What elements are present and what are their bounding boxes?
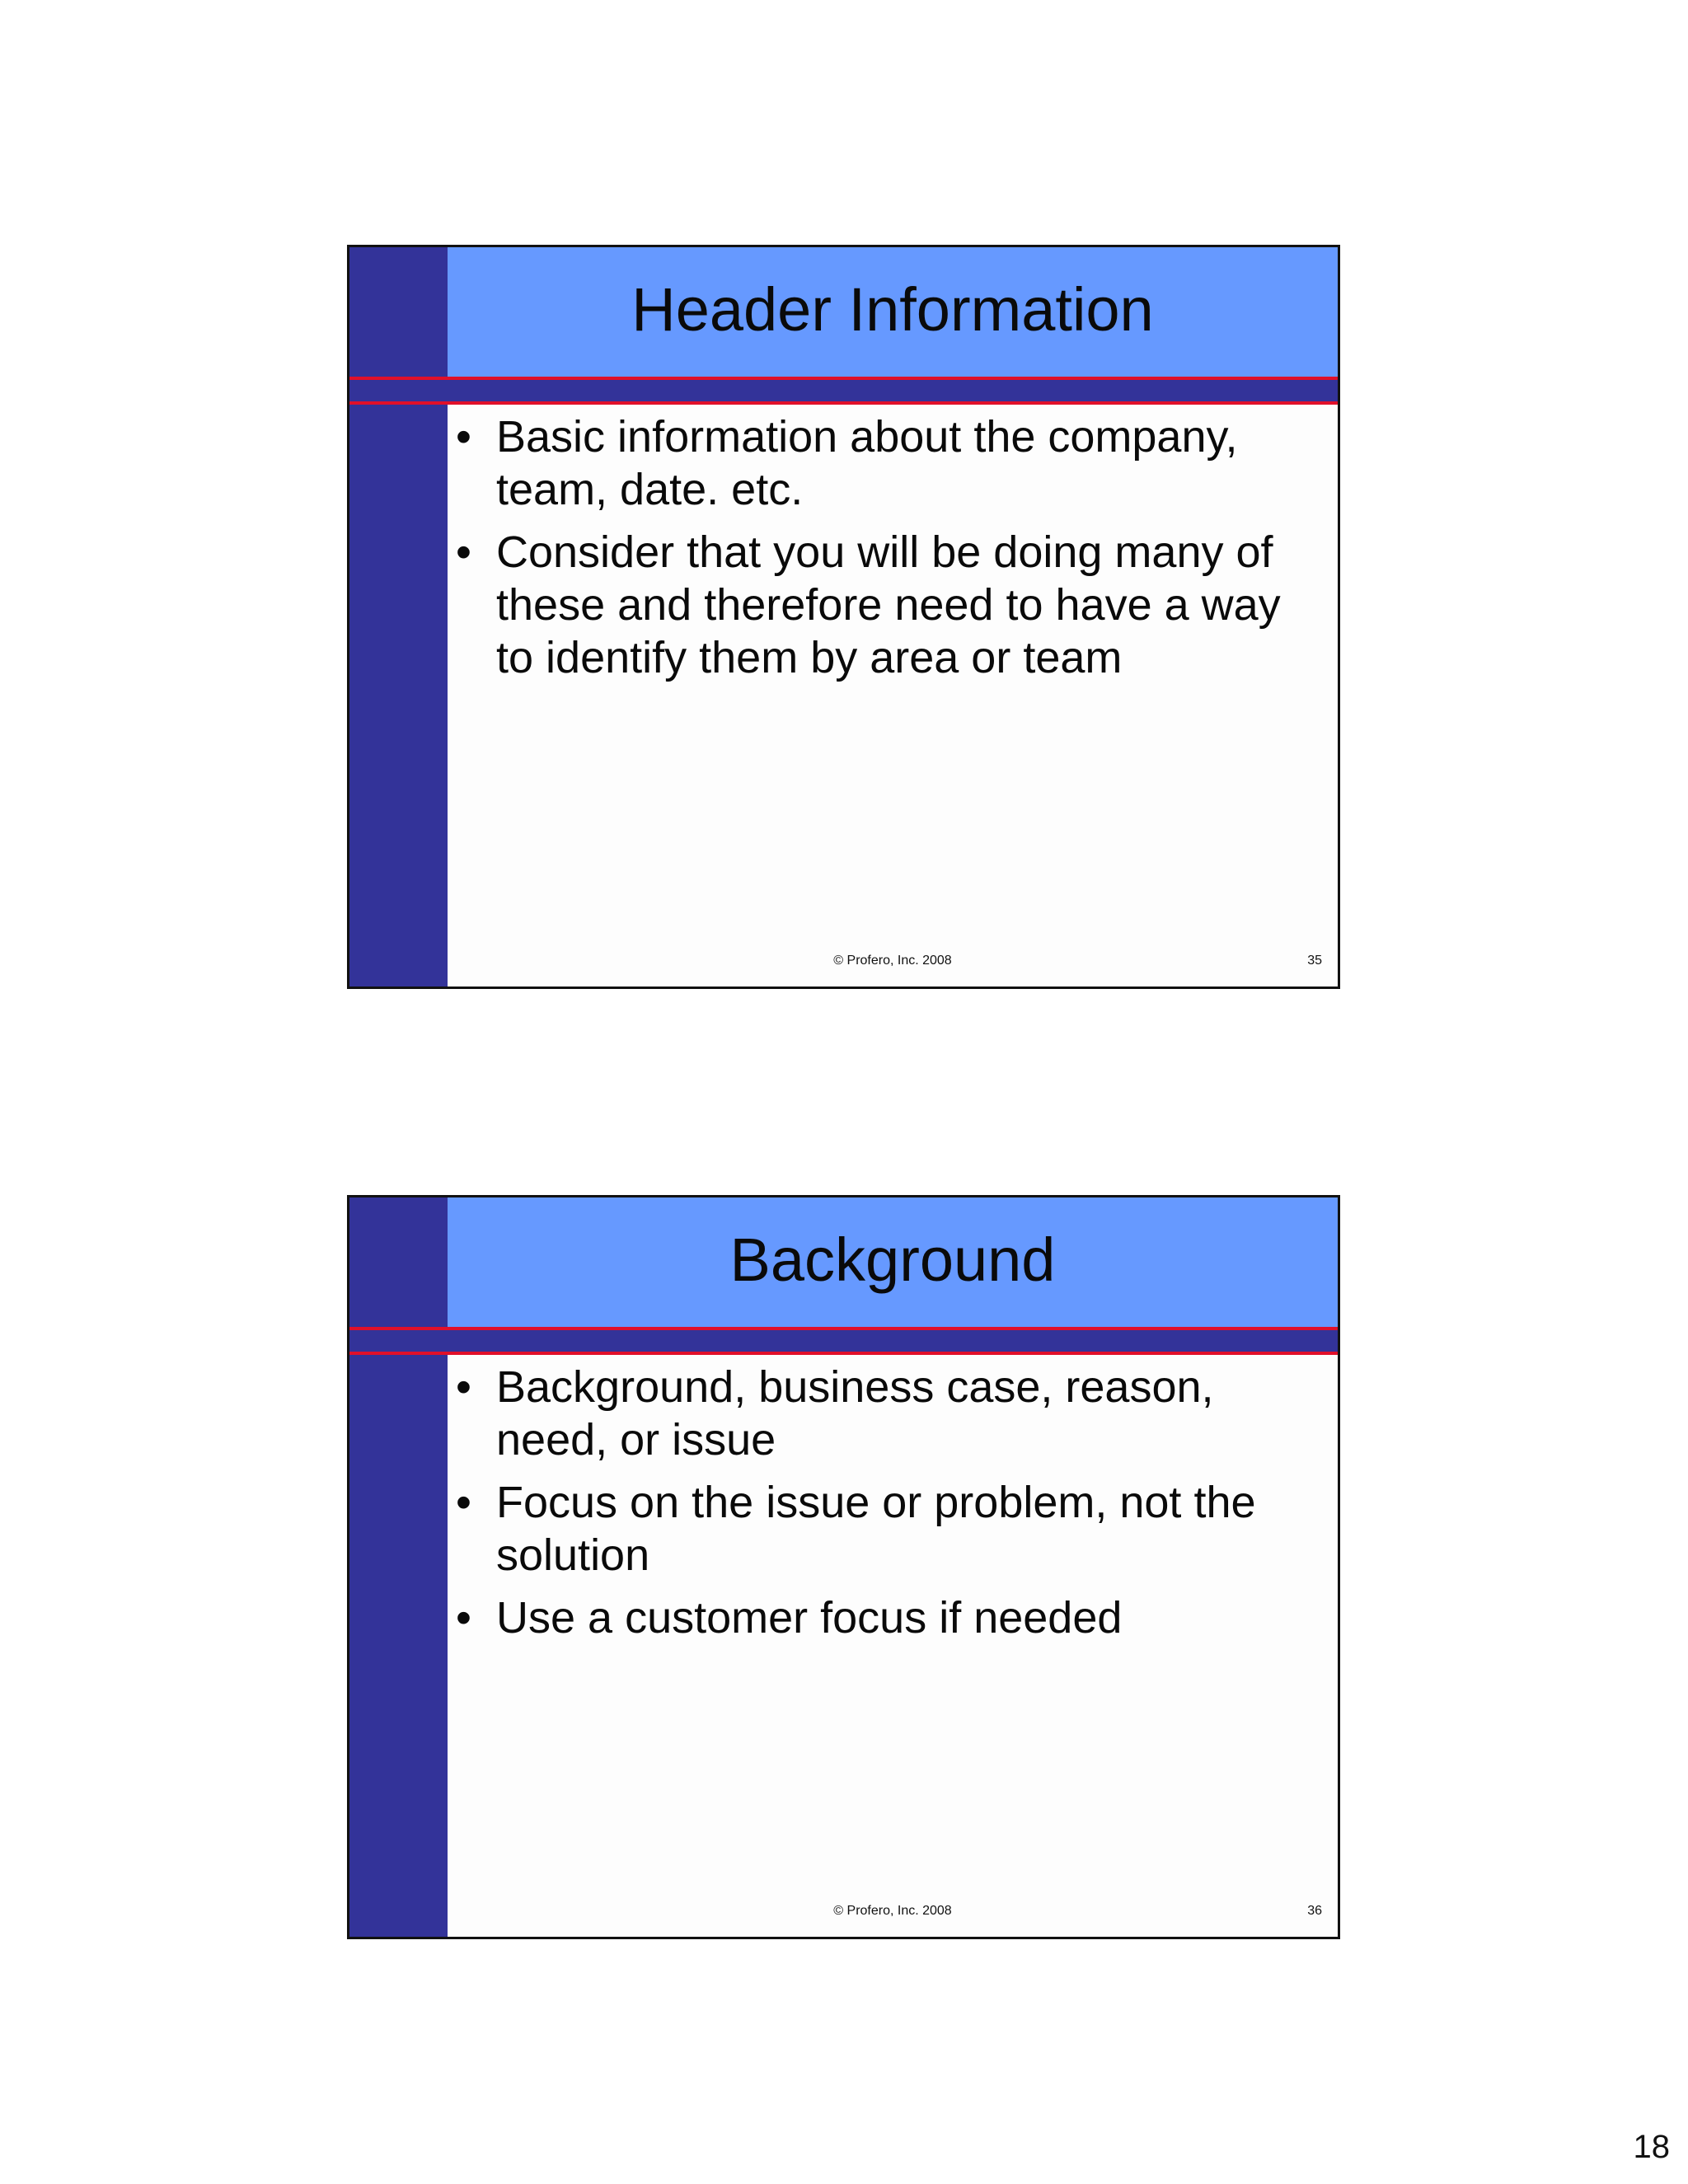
bullet-dot-icon: •	[456, 412, 471, 462]
bullet-item	[456, 410, 1329, 516]
bullet-text: Background, business case, reason, need, or issue	[496, 1362, 1214, 1465]
bullet-text: Basic information about the company, team, date. etc.	[496, 412, 1238, 514]
accent-line-lower	[349, 1352, 1338, 1355]
bullet-dot-icon: •	[456, 1593, 471, 1643]
accent-line-lower	[349, 401, 1338, 405]
accent-line-upper	[349, 377, 1338, 380]
slide-number: 35	[1307, 954, 1322, 968]
slide-footer-copyright: © Profero, Inc. 2008	[833, 954, 952, 968]
page-number: 18	[1633, 2129, 1670, 2165]
bullet-text: Use a customer focus if needed	[496, 1593, 1123, 1643]
bullet-item	[456, 1476, 1329, 1582]
slide-header-stripe	[349, 377, 1338, 405]
bullet-dot-icon: •	[456, 527, 471, 577]
bullet-list	[456, 1361, 1329, 1654]
slide-side-bar	[349, 247, 448, 987]
bullet-text: Focus on the issue or problem, not the solution	[496, 1478, 1256, 1580]
slide-title: Header Information	[631, 275, 1154, 344]
slide-header-stripe	[349, 1327, 1338, 1355]
bullet-dot-icon: •	[456, 1478, 471, 1527]
bullet-list	[456, 410, 1329, 694]
bullet-item	[456, 1361, 1329, 1466]
slide-number: 36	[1307, 1904, 1322, 1918]
slide-side-bar	[349, 1197, 448, 1937]
bullet-item	[456, 526, 1329, 684]
slide	[347, 245, 1340, 989]
bullet-item	[456, 1591, 1329, 1644]
slide-footer-copyright: © Profero, Inc. 2008	[833, 1904, 952, 1918]
bullet-dot-icon: •	[456, 1362, 471, 1412]
slide	[347, 1195, 1340, 1939]
bullet-text: Consider that you will be doing many of these and therefore need to have a way to identify them by area or team	[496, 527, 1281, 682]
accent-line-upper	[349, 1327, 1338, 1330]
slide-title: Background	[729, 1226, 1056, 1294]
